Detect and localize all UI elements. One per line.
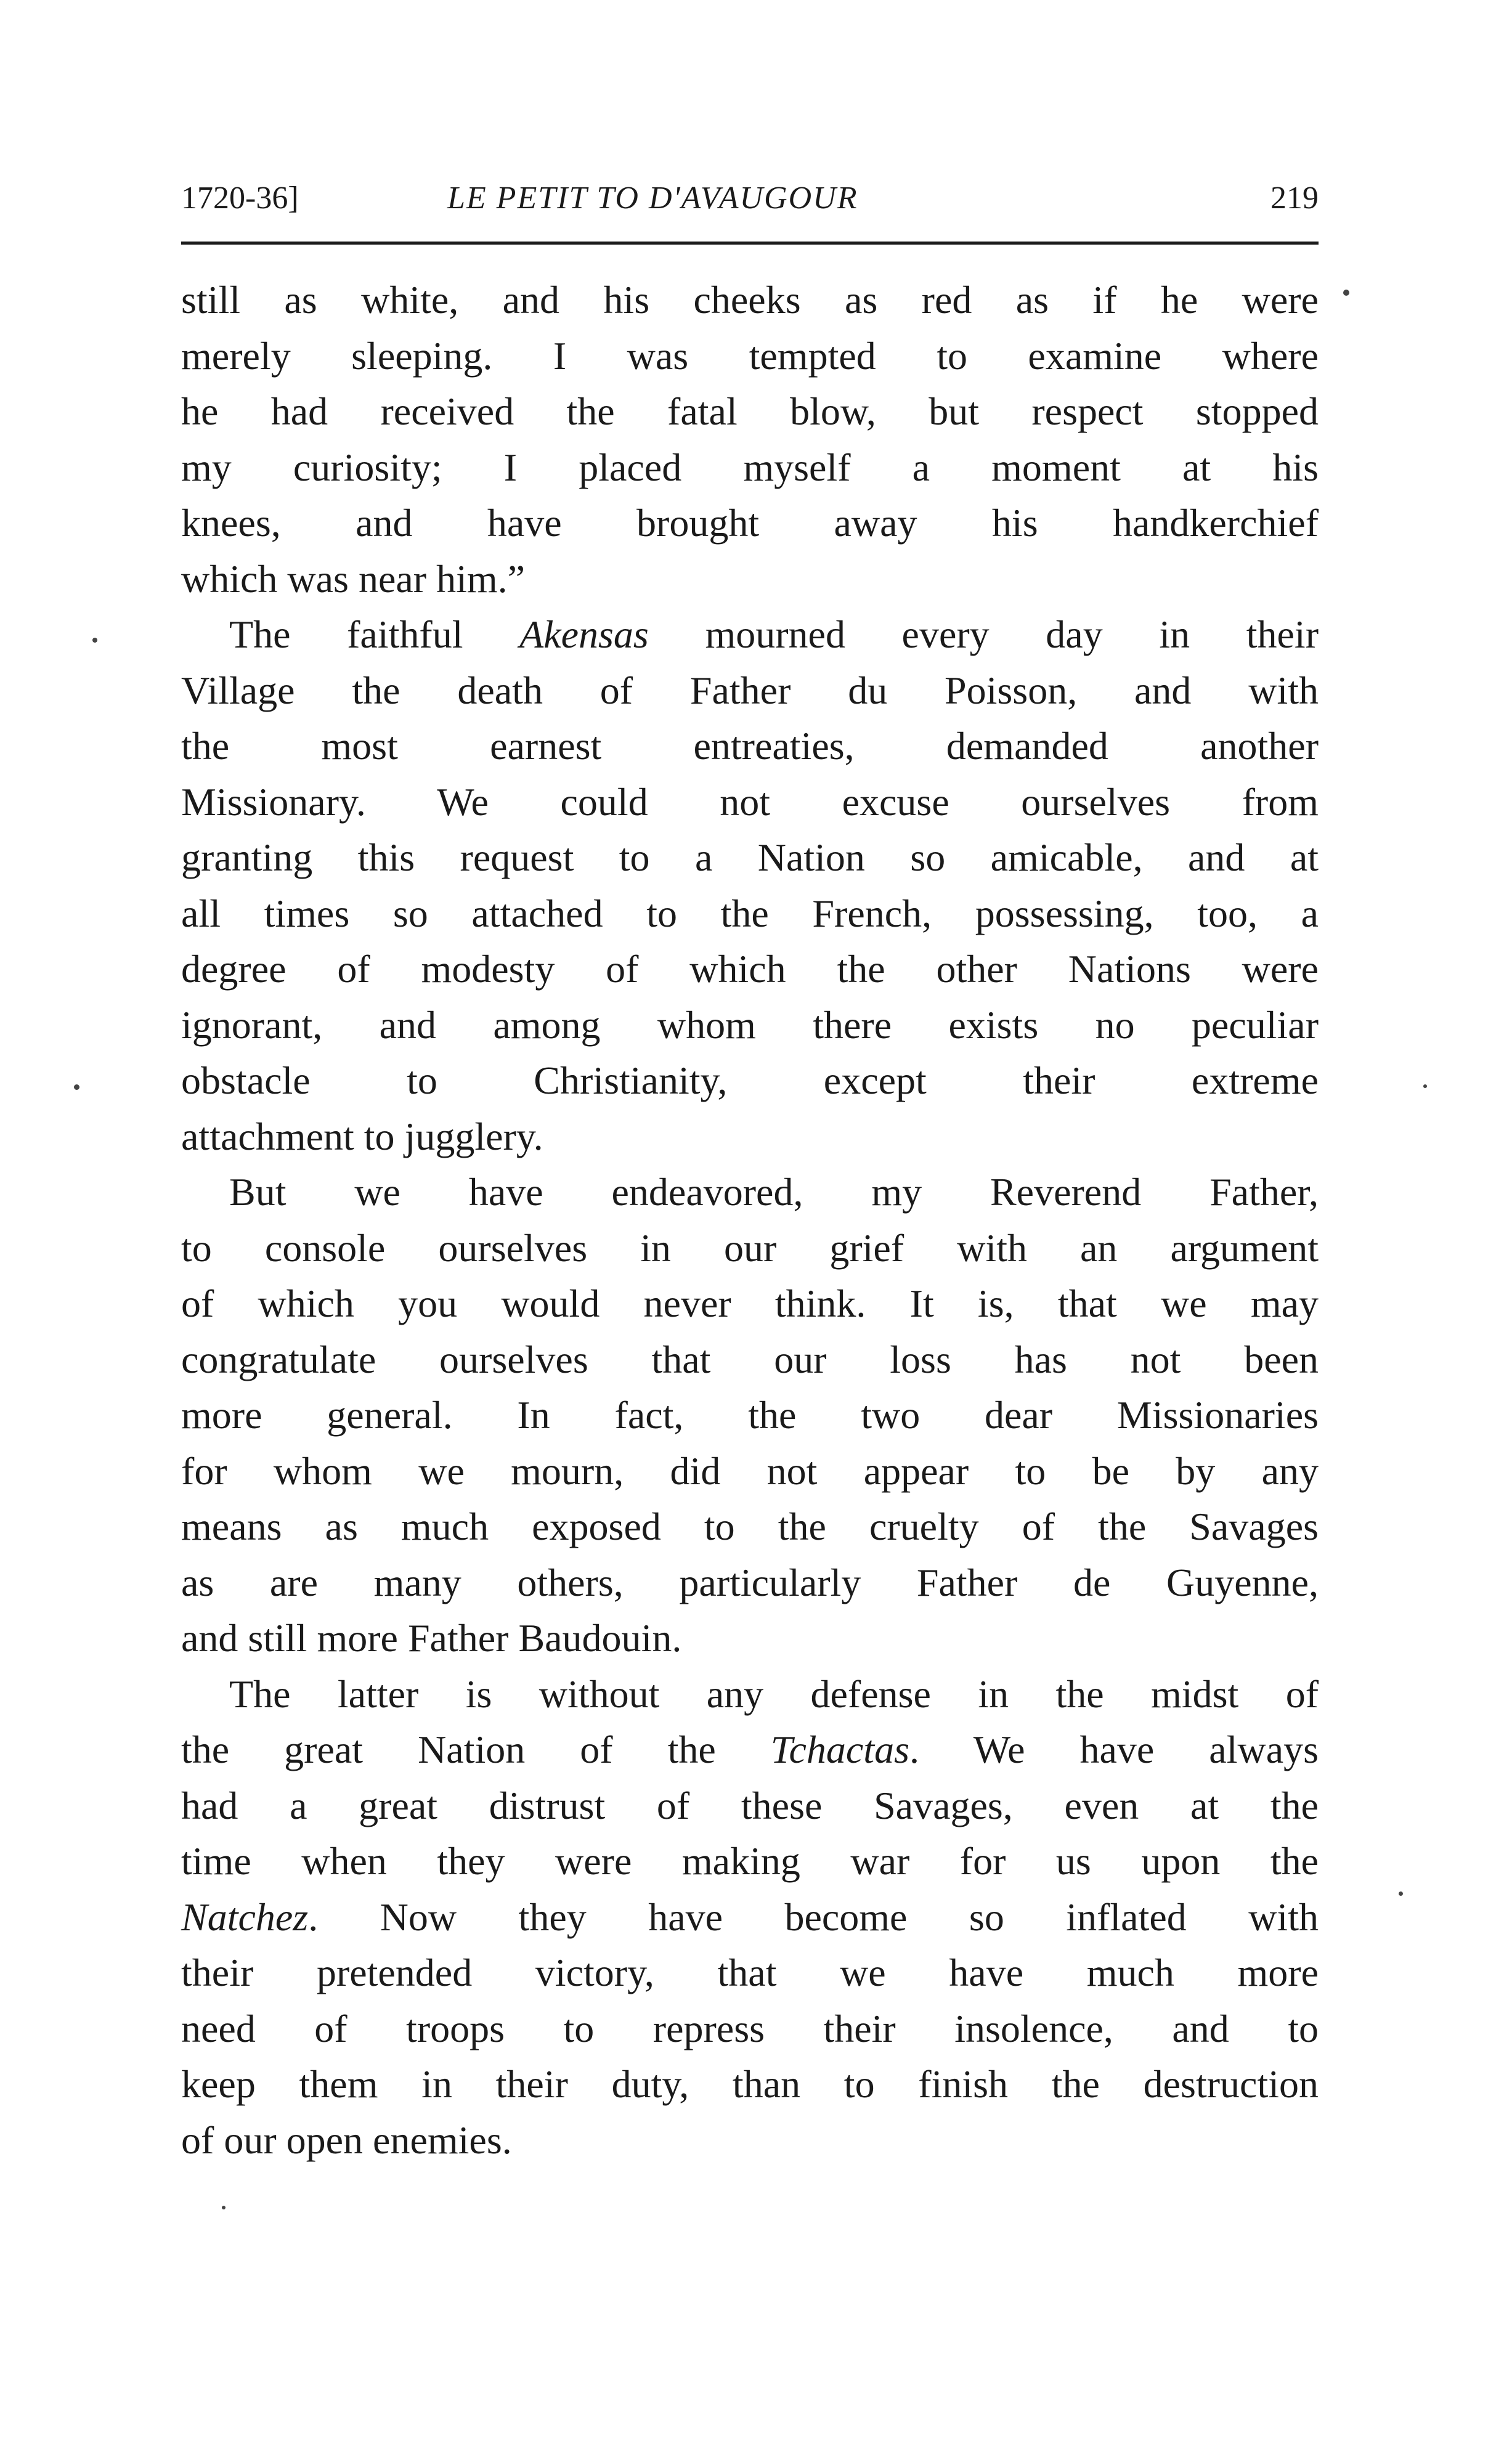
text-line [181, 1332, 1319, 1388]
text-run: obstacle to Christianity, except their extreme [181, 1058, 1319, 1102]
text-run: The faithful [229, 612, 520, 656]
text-line [181, 663, 1319, 719]
text-line [181, 2113, 1319, 2169]
text-run: means as much exposed to the cruelty of the Savages [181, 1505, 1319, 1548]
text-line [181, 1053, 1319, 1109]
text-line [181, 1276, 1319, 1332]
text-line [181, 1834, 1319, 1890]
text-run: more general. In fact, the two dear Missionaries [181, 1393, 1319, 1437]
body-text [181, 272, 1319, 2168]
text-run: congratulate ourselves that our loss has not been [181, 1337, 1319, 1381]
text-line [181, 1109, 1319, 1165]
text-run: which was near him.” [181, 556, 526, 601]
text-line [181, 551, 1319, 607]
text-run: keep them in their duty, than to finish the destruction [181, 2062, 1319, 2106]
header-years: 1720-36] [181, 181, 299, 216]
text-line [181, 1221, 1319, 1277]
italic-term: Natchez [181, 1895, 309, 1939]
text-line [181, 495, 1319, 551]
text-line [181, 886, 1319, 942]
text-run: of our open enemies. [181, 2118, 512, 2162]
text-run: Village the death of Father du Poisson, and with [181, 668, 1319, 712]
text-line [181, 1555, 1319, 1611]
text-run: he had received the fatal blow, but respect stopped [181, 389, 1319, 433]
text-run: as are many others, particularly Father de Guyenne, [181, 1560, 1319, 1604]
text-run: all times so attached to the French, possessing, too, a [181, 891, 1319, 935]
text-run: the most earnest entreaties, demanded another [181, 724, 1319, 768]
text-run: of which you would never think. It is, that we may [181, 1282, 1319, 1325]
text-run: had a great distrust of these Savages, even at the [181, 1783, 1319, 1827]
text-run: time when they were making war for us upon the [181, 1839, 1319, 1883]
scan-speck [222, 2206, 226, 2209]
text-run: for whom we mourn, did not appear to be by any [181, 1449, 1319, 1493]
text-line [181, 2057, 1319, 2113]
text-line [181, 718, 1319, 774]
text-run: knees, and have brought away his handkerchief [181, 501, 1319, 545]
text-run: Missionary. We could not excuse ourselves from [181, 779, 1319, 824]
italic-term: Tchactas [770, 1728, 909, 1771]
text-run: The latter is without any defense in the midst of [229, 1672, 1319, 1716]
text-line [181, 272, 1319, 328]
scan-speck [1423, 1084, 1427, 1088]
text-line [181, 1164, 1319, 1221]
text-line [181, 384, 1319, 440]
text-line [181, 1945, 1319, 2001]
text-run: mourned every day in their [648, 612, 1319, 656]
text-run: my curiosity; I placed myself a moment at his [181, 445, 1319, 489]
text-line [181, 998, 1319, 1054]
text-line [181, 1667, 1319, 1723]
scan-speck [92, 638, 97, 643]
header-rule [181, 242, 1319, 245]
text-line [181, 1388, 1319, 1444]
text-line [181, 2001, 1319, 2057]
running-header [181, 180, 1319, 224]
scan-speck [1399, 1891, 1403, 1896]
text-line [181, 607, 1319, 663]
text-line [181, 1444, 1319, 1500]
text-run: . Now they have become so inflated with [308, 1895, 1319, 1939]
text-run: to console ourselves in our grief with an argument [181, 1225, 1319, 1270]
text-run: need of troops to repress their insolence, and to [181, 2006, 1319, 2050]
text-line [181, 1499, 1319, 1555]
text-line [181, 1778, 1319, 1834]
text-run: degree of modesty of which the other Nations were [181, 947, 1319, 991]
text-run: attachment to jugglery. [181, 1114, 543, 1158]
text-run: ignorant, and among whom there exists no peculiar [181, 1002, 1319, 1047]
text-line [181, 328, 1319, 384]
text-run: the great Nation of the [181, 1728, 771, 1771]
scan-speck [74, 1084, 79, 1090]
header-title: LE PETIT TO D'AVAUGOUR [447, 181, 858, 216]
text-run: and still more Father Baudouin. [181, 1616, 682, 1660]
text-run: merely sleeping. I was tempted to examine where [181, 333, 1319, 378]
text-line [181, 1611, 1319, 1667]
text-line [181, 941, 1319, 998]
text-line [181, 1890, 1319, 1946]
text-line [181, 440, 1319, 496]
text-run: granting this request to a Nation so amicable, and at [181, 835, 1319, 879]
text-run: their pretended victory, that we have much more [181, 1951, 1319, 1994]
text-run: But we have endeavored, my Reverend Father, [229, 1170, 1319, 1214]
text-line [181, 1722, 1319, 1778]
text-line [181, 774, 1319, 831]
text-run: still as white, and his cheeks as red as if he were [181, 278, 1319, 322]
scan-speck [1343, 290, 1349, 296]
text-run: . We have always [909, 1728, 1319, 1771]
page-number: 219 [1270, 181, 1319, 216]
text-line [181, 830, 1319, 886]
italic-term: Akensas [519, 612, 649, 656]
